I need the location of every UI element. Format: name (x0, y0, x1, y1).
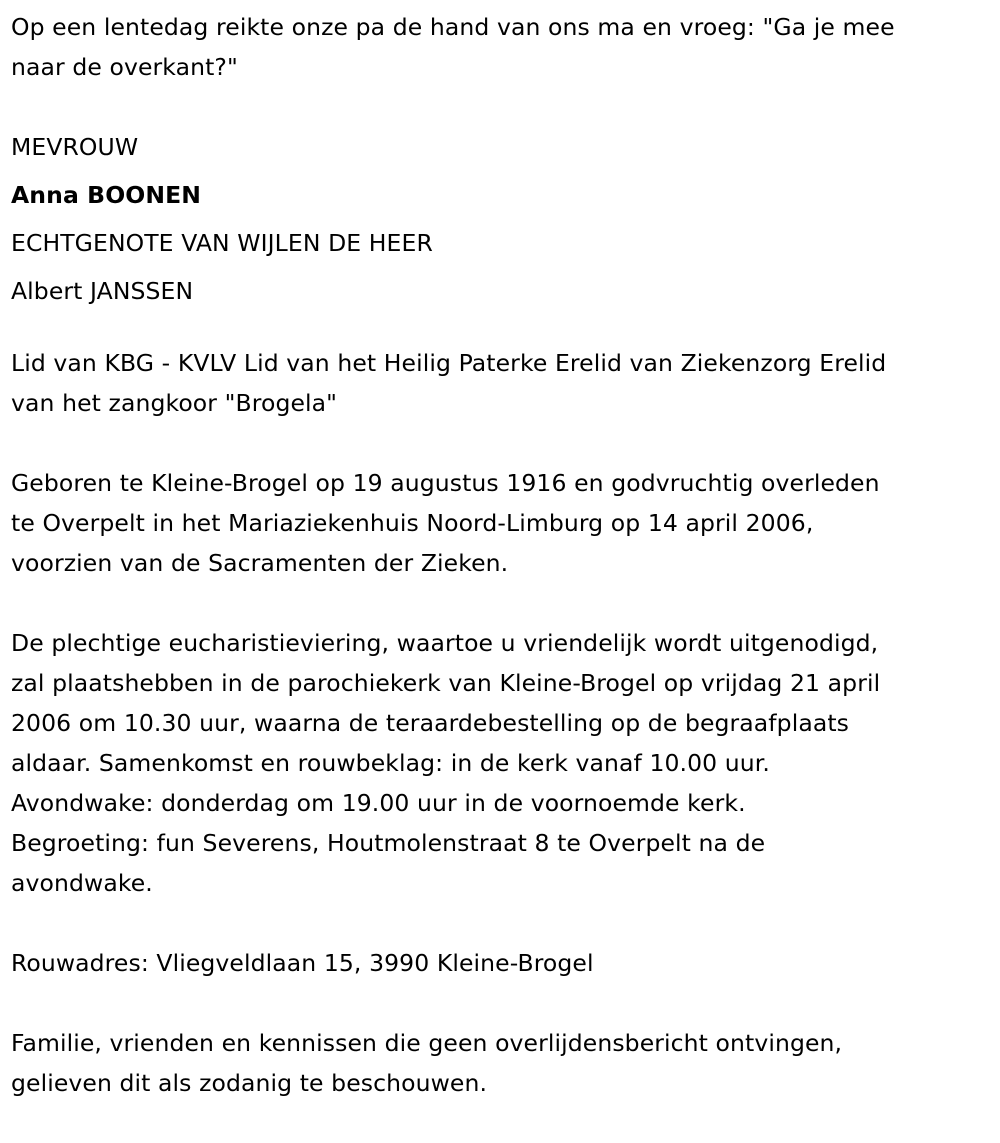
deceased-title: MEVROUW (11, 133, 139, 161)
mourning-address: Rouwadres: Vliegveldlaan 15, 3990 Kleine-Brogel (11, 949, 594, 977)
ceremony-paragraph (11, 623, 996, 903)
closing-paragraph (11, 1023, 996, 1103)
intro-quote (11, 7, 996, 87)
ceremony-line: zal plaatshebben in de parochiekerk van Kleine-Brogel op vrijdag 21 april (11, 669, 881, 697)
ceremony-line: aldaar. Samenkomst en rouwbeklag: in de kerk vanaf 10.00 uur. (11, 749, 770, 777)
intro-line: naar de overkant?" (11, 53, 238, 81)
memberships-paragraph (11, 343, 996, 423)
intro-line: Op een lentedag reikte onze pa de hand van ons ma en vroeg: "Ga je mee (11, 13, 895, 41)
birth-death-line: Geboren te Kleine-Brogel op 19 augustus 1916 en godvruchtig overleden (11, 469, 880, 497)
ceremony-line: 2006 om 10.30 uur, waarna de teraardebestelling op de begraafplaats (11, 709, 849, 737)
memberships-line: Lid van KBG - KVLV Lid van het Heilig Paterke Erelid van Ziekenzorg Erelid (11, 349, 887, 377)
closing-line: Familie, vrienden en kennissen die geen overlijdensbericht ontvingen, (11, 1029, 843, 1057)
deceased-block (11, 123, 996, 315)
closing-line: gelieven dit als zodanig te beschouwen. (11, 1069, 488, 1097)
spouse-name: Albert JANSSEN (11, 277, 194, 305)
deceased-name: Anna BOONEN (11, 181, 202, 209)
memberships-line: van het zangkoor "Brogela" (11, 389, 338, 417)
mourning-address-paragraph (11, 943, 996, 983)
birth-death-paragraph (11, 463, 996, 583)
deceased-relation: ECHTGENOTE VAN WIJLEN DE HEER (11, 229, 433, 257)
ceremony-line: avondwake. (11, 869, 153, 897)
birth-death-line: te Overpelt in het Mariaziekenhuis Noord-Limburg op 14 april 2006, (11, 509, 814, 537)
birth-death-line: voorzien van de Sacramenten der Zieken. (11, 549, 509, 577)
obituary-document (11, 7, 996, 1143)
ceremony-line: Avondwake: donderdag om 19.00 uur in de voornoemde kerk. (11, 789, 746, 817)
ceremony-line: Begroeting: fun Severens, Houtmolenstraat 8 te Overpelt na de (11, 829, 766, 857)
ceremony-line: De plechtige eucharistieviering, waartoe u vriendelijk wordt uitgenodigd, (11, 629, 879, 657)
